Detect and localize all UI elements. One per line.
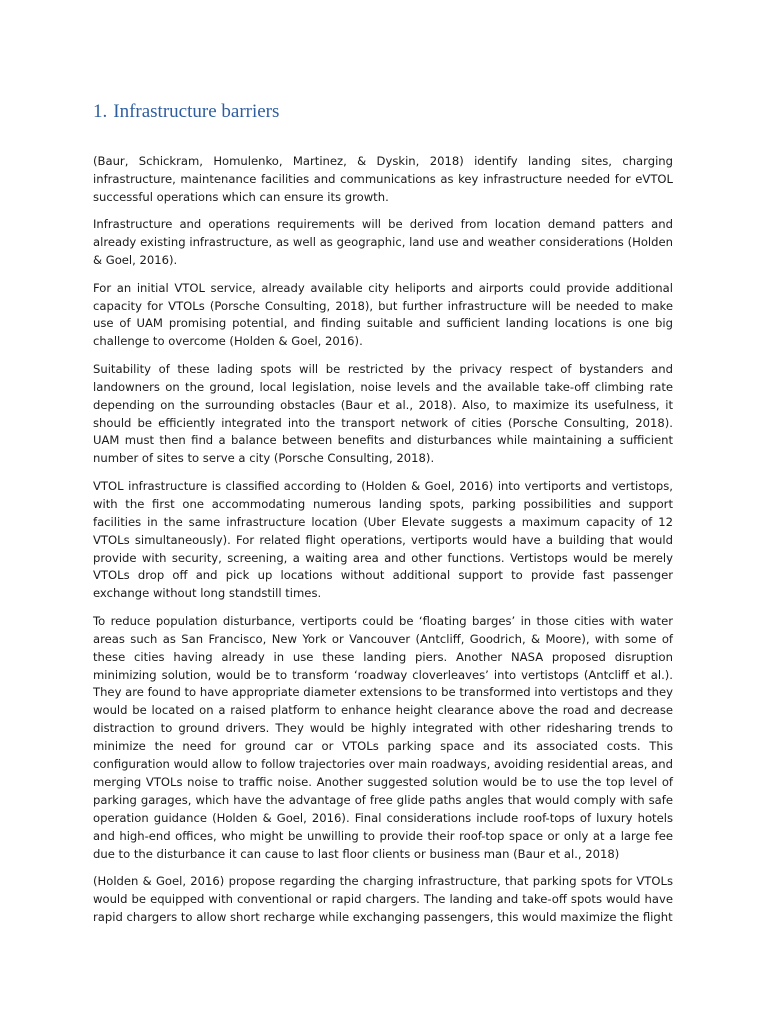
paragraph: For an initial VTOL service, already available city heliports and airports could provide additional capacity for VTOLs (Porsche Consulting, 2018), but further infrastructure will be needed to make use of UAM promising potential, and finding suitable and sufficient landing locations is one big challenge to overcome (Holden & Goel, 2016).	[93, 280, 673, 349]
section-heading	[93, 101, 279, 123]
section-title: Infrastructure barriers	[113, 101, 280, 122]
paragraph: (Baur, Schickram, Homulenko, Martinez, & Dyskin, 2018) identify landing sites, charging infrastructure, maintenance facilities and communications as key infrastructure needed for eVTOL successful operations which can ensure its growth.	[93, 154, 673, 204]
body-text	[93, 153, 673, 936]
paragraph: Suitability of these lading spots will be restricted by the privacy respect of bystanders and landowners on the ground, local legislation, noise levels and the available take-off climbing rate depending on the surrounding obstacles (Baur et al., 2018). Also, to maximize its usefulness, it should be efficiently integrated into the transport network of cities (Porsche Consulting, 2018). UAM must then find a balance between benefits and disturbances while maintaining a sufficient number of sites to serve a city (Porsche Consulting, 2018).	[93, 361, 673, 466]
section-number: 1.	[93, 101, 108, 122]
paragraph: To reduce population disturbance, vertiports could be ‘floating barges’ in those cities with water areas such as San Francisco, New York or Vancouver (Antcliff, Goodrich, & Moore), with some of these cities having already in use these landing piers. Another NASA proposed disruption minimizing solution, would be to transform ‘roadway cloverleaves’ into vertistops (Antcliff et al.). They are found to have appropriate diameter extensions to be transformed into vertistops and they would be located on a raised platform to enhance height clearance above the road and decrease distraction to ground drivers. They would be highly integrated with other ridesharing trends to minimize the need for ground car or VTOLs parking space and its associated costs. This configuration would allow to follow trajectories over main roadways, avoiding residential areas, and merging VTOLs noise to traffic noise. Another suggested solution would be to use the top level of parking garages, which have the advantage of free glide paths angles that would comply with safe operation guidance (Holden & Goel, 2016). Final considerations include roof-tops of luxury hotels and high-end offices, who might be unwilling to provide their roof-top space or only at a large fee due to the disturbance it can cause to last floor clients or business man (Baur et al., 2018)	[93, 613, 673, 861]
paragraph: (Holden & Goel, 2016) propose regarding the charging infrastructure, that parking spots for VTOLs would be equipped with conventional or rapid chargers. The landing and take-off spots would have rapid chargers to allow short recharge while exchanging passengers, this would maximize the flight	[93, 874, 673, 924]
paragraph: Infrastructure and operations requirements will be derived from location demand patters and already existing infrastructure, as well as geographic, land use and weather considerations (Holden & Goel, 2016).	[93, 217, 673, 268]
paragraph: VTOL infrastructure is classified according to (Holden & Goel, 2016) into vertiports and vertistops, with the first one accommodating numerous landing spots, parking possibilities and support facilities in the same infrastructure location (Uber Elevate suggests a maximum capacity of 12 VTOLs simultaneously). For related flight operations, vertiports would have a building that would provide with security, screening, a waiting area and other functions. Vertistops would be merely VTOLs drop off and pick up locations without additional support to provide fast passenger exchange without long standstill times.	[93, 478, 673, 601]
